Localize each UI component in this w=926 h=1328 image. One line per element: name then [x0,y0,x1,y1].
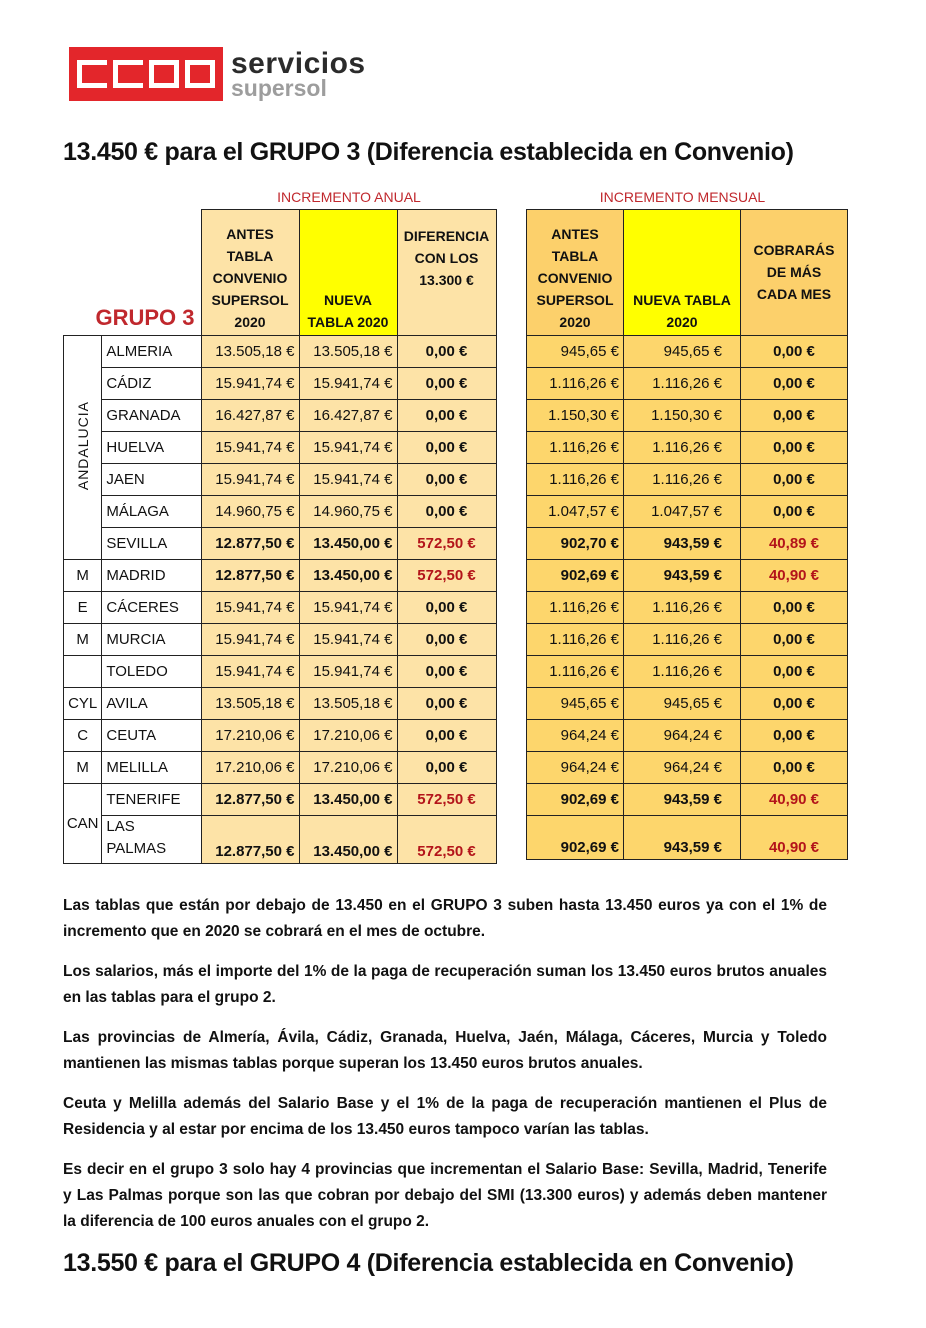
province-name: MÁLAGA [102,496,201,528]
region-cell [64,560,102,592]
monthly-new-value: 1.047,57 € [624,496,741,528]
monthly-new-value: 945,65 € [624,336,741,368]
region-label: ANDALUCIA [74,400,91,491]
annual-before-value: 12.877,50 € [201,528,299,560]
annual-before-value: 15.941,74 € [201,432,299,464]
annual-diff-value: 572,50 € [397,560,496,592]
monthly-new-value: 1.116,26 € [624,656,741,688]
annual-diff-value: 0,00 € [397,720,496,752]
region-cell [64,656,102,688]
table-row [527,720,848,752]
region-cell [64,720,102,752]
ccoo-logo-mark [69,47,223,101]
table-row [64,528,497,560]
province-name: HUELVA [102,432,201,464]
monthly-diff-value: 0,00 € [741,496,848,528]
region-cell [64,784,102,864]
paragraph: Ceuta y Melilla además del Salario Base y el 1% de la paga de recuperación mantienen el Plus de Residencia y al estar por encima de los 13.450 euros tampoco varían las tablas. [63,1095,827,1138]
province-name: AVILA [102,688,201,720]
annual-increase-label: INCREMENTO ANUAL [277,189,421,205]
province-name: SEVILLA [102,528,201,560]
logo-supersol: supersol [231,74,327,101]
annual-new-value: 15.941,74 € [299,624,397,656]
monthly-diff-value: 0,00 € [741,432,848,464]
province-name: CÁDIZ [102,368,201,400]
monthly-diff-value: 0,00 € [741,400,848,432]
table-row [527,816,848,860]
table-row [527,368,848,400]
monthly-before-value: 1.116,26 € [527,656,624,688]
annual-before-value: 17.210,06 € [201,752,299,784]
region-cell [64,336,102,560]
monthly-header-diff: COBRARÁS DE MÁS CADA MES [741,210,848,336]
grupo-label: GRUPO 3 [64,210,202,336]
table-row [64,656,497,688]
annual-before-value: 15.941,74 € [201,592,299,624]
annual-before-value: 12.877,50 € [201,816,299,864]
monthly-before-value: 1.116,26 € [527,624,624,656]
monthly-new-value: 943,59 € [624,816,741,860]
ccoo-logo [69,47,366,101]
monthly-before-value: 1.116,26 € [527,464,624,496]
province-name: TOLEDO [102,656,201,688]
annual-before-value: 13.505,18 € [201,336,299,368]
table-row [64,400,497,432]
annual-before-value: 17.210,06 € [201,720,299,752]
monthly-before-value: 945,65 € [527,688,624,720]
annual-before-value: 12.877,50 € [201,784,299,816]
annual-new-value: 13.505,18 € [299,688,397,720]
table-row [527,624,848,656]
monthly-new-value: 964,24 € [624,752,741,784]
monthly-before-value: 1.116,26 € [527,432,624,464]
table-row [64,752,497,784]
region-label: M [76,759,89,776]
annual-new-value: 13.450,00 € [299,528,397,560]
monthly-diff-value: 0,00 € [741,336,848,368]
annual-before-value: 15.941,74 € [201,624,299,656]
monthly-header-new: NUEVA TABLA 2020 [624,210,741,336]
monthly-new-value: 1.116,26 € [624,464,741,496]
explanation-text [63,893,827,1249]
table-row [527,336,848,368]
table-row [64,720,497,752]
monthly-new-value: 1.116,26 € [624,432,741,464]
annual-before-value: 15.941,74 € [201,464,299,496]
monthly-table [526,209,848,860]
region-label: M [76,567,89,584]
table-row [64,816,497,864]
annual-diff-value: 0,00 € [397,336,496,368]
table-row [527,560,848,592]
section-title-group4: 13.550 € para el GRUPO 4 (Diferencia establecida en Convenio) [63,1249,794,1277]
annual-diff-value: 572,50 € [397,784,496,816]
table-row [64,368,497,400]
table-row [527,752,848,784]
monthly-diff-value: 40,90 € [741,560,848,592]
monthly-new-value: 1.150,30 € [624,400,741,432]
monthly-new-value: 945,65 € [624,688,741,720]
monthly-before-value: 1.047,57 € [527,496,624,528]
paragraph: Es decir en el grupo 3 solo hay 4 provincias que incrementan el Salario Base: Sevilla, Madrid, Tenerife y Las Palmas porque son las que cobran por debajo del SMI (13.300 euros) y además deben mantener la diferencia de 100 euros anuales con el grupo 2. [63,1161,827,1230]
region-label: M [76,631,89,648]
annual-new-value: 13.505,18 € [299,336,397,368]
annual-new-value: 14.960,75 € [299,496,397,528]
region-label: E [77,599,88,616]
annual-new-value: 15.941,74 € [299,656,397,688]
annual-header-new: NUEVA TABLA 2020 [299,210,397,336]
table-row [64,784,497,816]
region-label: CAN [66,815,99,832]
annual-diff-value: 0,00 € [397,400,496,432]
monthly-new-value: 964,24 € [624,720,741,752]
monthly-diff-value: 40,90 € [741,784,848,816]
paragraph: Las tablas que están por debajo de 13.450 en el GRUPO 3 suben hasta 13.450 euros ya con el 1% de incremento que en 2020 se cobrará en el mes de octubre. [63,897,827,940]
monthly-diff-value: 0,00 € [741,464,848,496]
monthly-diff-value: 0,00 € [741,656,848,688]
monthly-increase-label: INCREMENTO MENSUAL [599,189,766,205]
monthly-before-value: 964,24 € [527,720,624,752]
monthly-header-before: ANTES TABLA CONVENIO SUPERSOL 2020 [527,210,624,336]
table-row [64,336,497,368]
region-label: CYL [68,695,98,712]
monthly-new-value: 943,59 € [624,784,741,816]
annual-diff-value: 0,00 € [397,496,496,528]
annual-diff-value: 0,00 € [397,368,496,400]
table-row [527,688,848,720]
annual-header-before: ANTES TABLA CONVENIO SUPERSOL 2020 [201,210,299,336]
province-name: MELILLA [102,752,201,784]
monthly-before-value: 902,69 € [527,560,624,592]
annual-before-value: 15.941,74 € [201,368,299,400]
monthly-diff-value: 0,00 € [741,624,848,656]
region-cell [64,688,102,720]
monthly-new-value: 943,59 € [624,560,741,592]
monthly-diff-value: 0,00 € [741,752,848,784]
monthly-before-value: 902,69 € [527,784,624,816]
monthly-new-value: 1.116,26 € [624,592,741,624]
table-row [527,400,848,432]
annual-new-value: 17.210,06 € [299,752,397,784]
table-row [527,528,848,560]
annual-new-value: 15.941,74 € [299,592,397,624]
annual-new-value: 15.941,74 € [299,432,397,464]
province-name: LAS PALMAS [102,816,201,864]
table-row [64,432,497,464]
annual-new-value: 13.450,00 € [299,560,397,592]
monthly-diff-value: 40,90 € [741,816,848,860]
annual-diff-value: 572,50 € [397,816,496,864]
table-row [527,464,848,496]
province-name: ALMERIA [102,336,201,368]
annual-before-value: 13.505,18 € [201,688,299,720]
table-row [527,496,848,528]
table-row [64,496,497,528]
annual-new-value: 15.941,74 € [299,368,397,400]
monthly-new-value: 1.116,26 € [624,624,741,656]
monthly-new-value: 943,59 € [624,528,741,560]
annual-header-diff: DIFERENCIA CON LOS 13.300 € [397,210,496,336]
annual-diff-value: 0,00 € [397,592,496,624]
monthly-before-value: 902,70 € [527,528,624,560]
monthly-before-value: 902,69 € [527,816,624,860]
annual-diff-value: 0,00 € [397,688,496,720]
annual-before-value: 12.877,50 € [201,560,299,592]
annual-new-value: 16.427,87 € [299,400,397,432]
region-cell [64,592,102,624]
annual-new-value: 13.450,00 € [299,816,397,864]
region-cell [64,624,102,656]
province-name: GRANADA [102,400,201,432]
province-name: CEUTA [102,720,201,752]
annual-diff-value: 0,00 € [397,656,496,688]
monthly-diff-value: 0,00 € [741,688,848,720]
monthly-diff-value: 0,00 € [741,592,848,624]
monthly-before-value: 1.150,30 € [527,400,624,432]
annual-new-value: 15.941,74 € [299,464,397,496]
province-name: CÁCERES [102,592,201,624]
annual-diff-value: 0,00 € [397,464,496,496]
paragraph: Los salarios, más el importe del 1% de la paga de recuperación suman los 13.450 euros brutos anuales en las tablas para el grupo 2. [63,963,827,1006]
monthly-before-value: 1.116,26 € [527,592,624,624]
logo-servicios: servicios [231,46,366,80]
annual-before-value: 15.941,74 € [201,656,299,688]
monthly-diff-value: 0,00 € [741,720,848,752]
paragraph: Las provincias de Almería, Ávila, Cádiz, Granada, Huelva, Jaén, Málaga, Cáceres, Murcia y Toledo mantienen las mismas tablas porque superan los 13.450 euros brutos anuales. [63,1029,827,1072]
province-name: JAEN [102,464,201,496]
annual-table [63,209,497,864]
table-row [527,656,848,688]
annual-before-value: 16.427,87 € [201,400,299,432]
table-row [527,432,848,464]
annual-diff-value: 572,50 € [397,528,496,560]
region-cell [64,752,102,784]
annual-diff-value: 0,00 € [397,752,496,784]
annual-diff-value: 0,00 € [397,624,496,656]
table-row [64,624,497,656]
province-name: MADRID [102,560,201,592]
annual-diff-value: 0,00 € [397,432,496,464]
annual-new-value: 13.450,00 € [299,784,397,816]
monthly-before-value: 1.116,26 € [527,368,624,400]
monthly-diff-value: 40,89 € [741,528,848,560]
monthly-before-value: 964,24 € [527,752,624,784]
monthly-new-value: 1.116,26 € [624,368,741,400]
page-title-group3: 13.450 € para el GRUPO 3 (Diferencia establecida en Convenio) [63,138,794,166]
province-name: TENERIFE [102,784,201,816]
table-row [64,592,497,624]
table-row [527,592,848,624]
monthly-diff-value: 0,00 € [741,368,848,400]
province-name: MURCIA [102,624,201,656]
region-label: C [77,727,89,744]
table-row [64,688,497,720]
table-row [527,784,848,816]
annual-new-value: 17.210,06 € [299,720,397,752]
table-row [64,560,497,592]
annual-before-value: 14.960,75 € [201,496,299,528]
table-row [64,464,497,496]
monthly-before-value: 945,65 € [527,336,624,368]
